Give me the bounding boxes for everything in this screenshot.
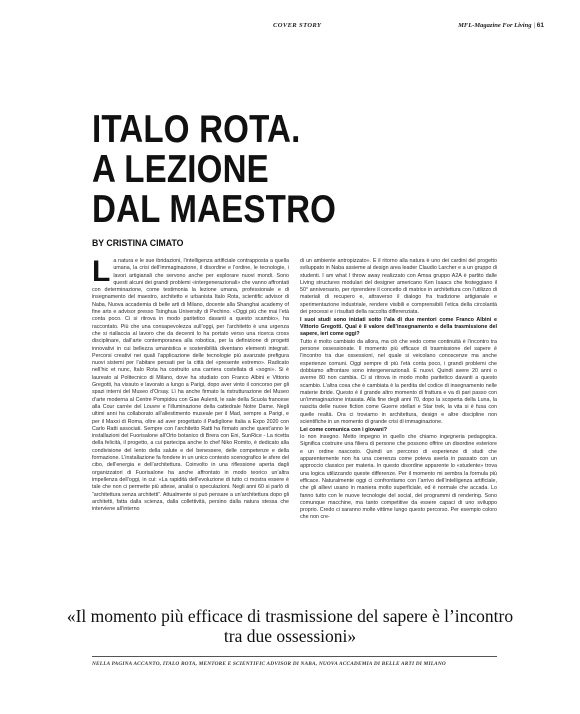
right-column [300, 258, 497, 543]
article-title [92, 110, 336, 230]
magazine-header [458, 22, 544, 29]
header-separator: | [533, 22, 535, 29]
lead-paragraph [92, 258, 289, 513]
title-line: ITALO ROTA. [92, 108, 301, 151]
interview-question: Lei come comunica con i giovani? [300, 426, 388, 433]
title-line: A LEZIONE [92, 148, 269, 191]
section-label: COVER STORY [273, 22, 322, 29]
interview-question: I suoi studi sono iniziati sotto l’ala di due mentori come Franco Albini e Vittorio Gregotti. Qual è il valore dell’insegnamento e della trasmissione del sapere, ieri come oggi? [300, 316, 497, 338]
lead-text: a natura e le sue ibridazioni, l’intelligenza artificiale contrapposta a quella umana, la crisi dell’immaginazione, il disordine e l’ordine, le tecnologie, i lavori artigianali che servono anche per esplorare nuovi mondi. Sono questi alcuni dei grandi problemi «intergenerazionali» che vanno affrontati con determinazione, come testimonia la lezione umana, professionale e di insegnamento del maestro, architetto e urbanista Italo Rota, scientific advisor di Naba, Nuova accademia di belle arti di Milano, docente alla Shanghai academy of fine arts e advisor presso Tsinghua University di Pechino. «Oggi più che mai l’età conta poco. Ci si ritrova in modo paritetico davanti a questo scambio», ha raccontato. Più che una consapevolezza sull’oggi, per l’architetto è una urgenza che si riallaccia al lavoro che da decenni lo ha portato verso una ricerca cross disciplinare, dall’arte contemporanea alla robotica, per la definizione di progetti innovativi in cui bellezza umanistica e sostenibilità diventano elementi integrati. Percorsi creativi nei quali l’applicazione delle tecnologie più avanzate prefigura nuovi sistemi per l’abitare pensati per la città del «presente estremo». Radicato nell’hic et nunc, Italo Rota ha costruito una carriera costellata di «sogni». Si è laureato al Politecnico di Milano, dove ha studiato con Franco Albini e Vittorio Gregotti, ha vissuto e lavorato a lungo a Parigi, dopo aver vinto il concorso per gli spazi interni del Museo d’Orsay. Lì ha anche firmato la ristrutturazione del Museo d’arte moderna al Centre Pompidou con Gae Aulenti, le sale della Scuola francese alla Cour carrée del Louvre e l’illuminazione della cattedrale Notre Dame. Negli ultimi anni ha collaborato all’allestimento museale per il Mad, sempre a Parigi, e per il Maxxi di Roma, oltre ad aver progettato il Padiglione Italia a Expo 2020 con Carlo Ratti associati. Sempre con l’architetto Ratti ha firmato anche quest’anno le installazioni del Fuorisalone all’Orto botanico di Brera con Eni, SunRice - La ricetta della felicità, il progetto, a cui partecipa anche lo chef Niko Romito, è dedicato alla condivisione del lento della salute e del benessere, delle competenze e della formazione. L’installazione fa fondere in un unico contesto scenografico le sfere del cibo, dell’energia e dell’architettura. Coinvolto in una riflessione aperta dagli organizzatori di Fuorisalone ha anche affrontato in modo teorico un’altra impellenza dell’oggi, in cui: «La rapidità dell’evoluzione di tutto ci mostra essere è tale che non ci permette più attese, analisi o speculazioni. Negli anni 60 si parlò di “architettura senza architetti”. Attualmente si può pensare a un’architettura dopo gli architetti, fatta dalla scienza, dalla collettività, persino dalla natura stessa che interviene all’interno [92, 258, 289, 513]
byline: BY CRISTINA CIMATO [92, 238, 184, 249]
body-paragraph: Io non insegno. Metto impegno in quello che chiamo ingegneria pedagogica. Significa costruire una filiera di persone che possono offrire un disordine esteriore e un ordine nascosto. Quindi un percorso di esperienze di studi che apparentemente non ha una coerenza come poteva averla in passato con un approccio classico per materia. In questo disordine apparente lo «studente» trova una logica utilizzando queste differenze. Per il momento mi sembra la formula più efficace. Naturalmente oggi ci confrontiamo con l’arrivo dell’intelligenza artificiale, che gli allievi usano in maniera molto superficiale, ed è normale che accada. Lo fanno tutto con le nuove tecnologie del social, dei programmi di rendering. Sono comunque macchine, ma tanto competitive da essere capaci di uno sviluppo proprio. Credo ci saranno molte vittime lungo questo percorso. Per esempio coloro che non cre- [300, 434, 497, 521]
caption-divider [92, 656, 497, 657]
body-paragraph: di un ambiente antropizzato». E il ritorno alla natura è uno dei cardini del progetto sviluppato in Naba assieme al design area leader Claudio Larcher e a un gruppo di studenti. I am what I throw away realizzato con Amsa gruppo A2A è partito dalle Living structures modulari del designer americano Ken Isaacs che festeggiano il 50° anniversario, per riprendere il concetto di matrice in architettura con l’utilizzo di materiali di recupero e, attraverso il dialogo fra tradizione artigianale e sperimentazione industriale, rendere visibili e comprensibili l’etica della circolarità dei processi e i risultati della raccolta differenziata. [300, 258, 497, 316]
page-number: 61 [536, 22, 544, 29]
photo-caption: NELLA PAGINA ACCANTO, ITALO ROTA, MENTORE E SCIENTIFIC ADVISOR DI NABA, NUOVA ACCADEMIA DI BELLE ARTI DI MILANO [92, 661, 446, 667]
pull-quote: «Il momento più efficace di trasmissione del sapere è l’incontro tra due ossessioni» [66, 606, 514, 646]
drop-cap: L [92, 258, 111, 288]
left-column [92, 258, 289, 526]
magazine-name: MFL-Magazine For Living [458, 22, 532, 29]
title-line: DAL MAESTRO [92, 188, 337, 231]
body-paragraph: Tutto è molto cambiato da allora, ma ciò che vedo come continuità è l’incontro tra persone ossessionate. Il momento più efficace di trasmissione del sapere è l’incontro tra due ossessioni, nel quale si veicolano conoscenze ma anche esperienze comuni. Oggi sempre di più l’età conta poco, i grandi problemi che dobbiamo affrontare sono intergenerazionali. E nuovi. Quindi avere 20 anni o averne 80 non cambia. Ci si ritrova in modo molto paritetico davanti a questo scambio. L’altra cosa che è cambiata è la perdita del codice di insegnamento nelle materie ibride. Questo è il grande altro momento di frattura e va di pari passo con un’immaginazione intasata. Alla fine degli anni 70, dopo la scoperta della Luna, la nascita delle nuove fiction come Guerre stellari e Star trek, la vita si è fusa con quelle realtà. Ora ci troviamo in architettura, design e altre discipline non scientifiche in un momento di grande crisi di immaginazione. [300, 338, 497, 426]
